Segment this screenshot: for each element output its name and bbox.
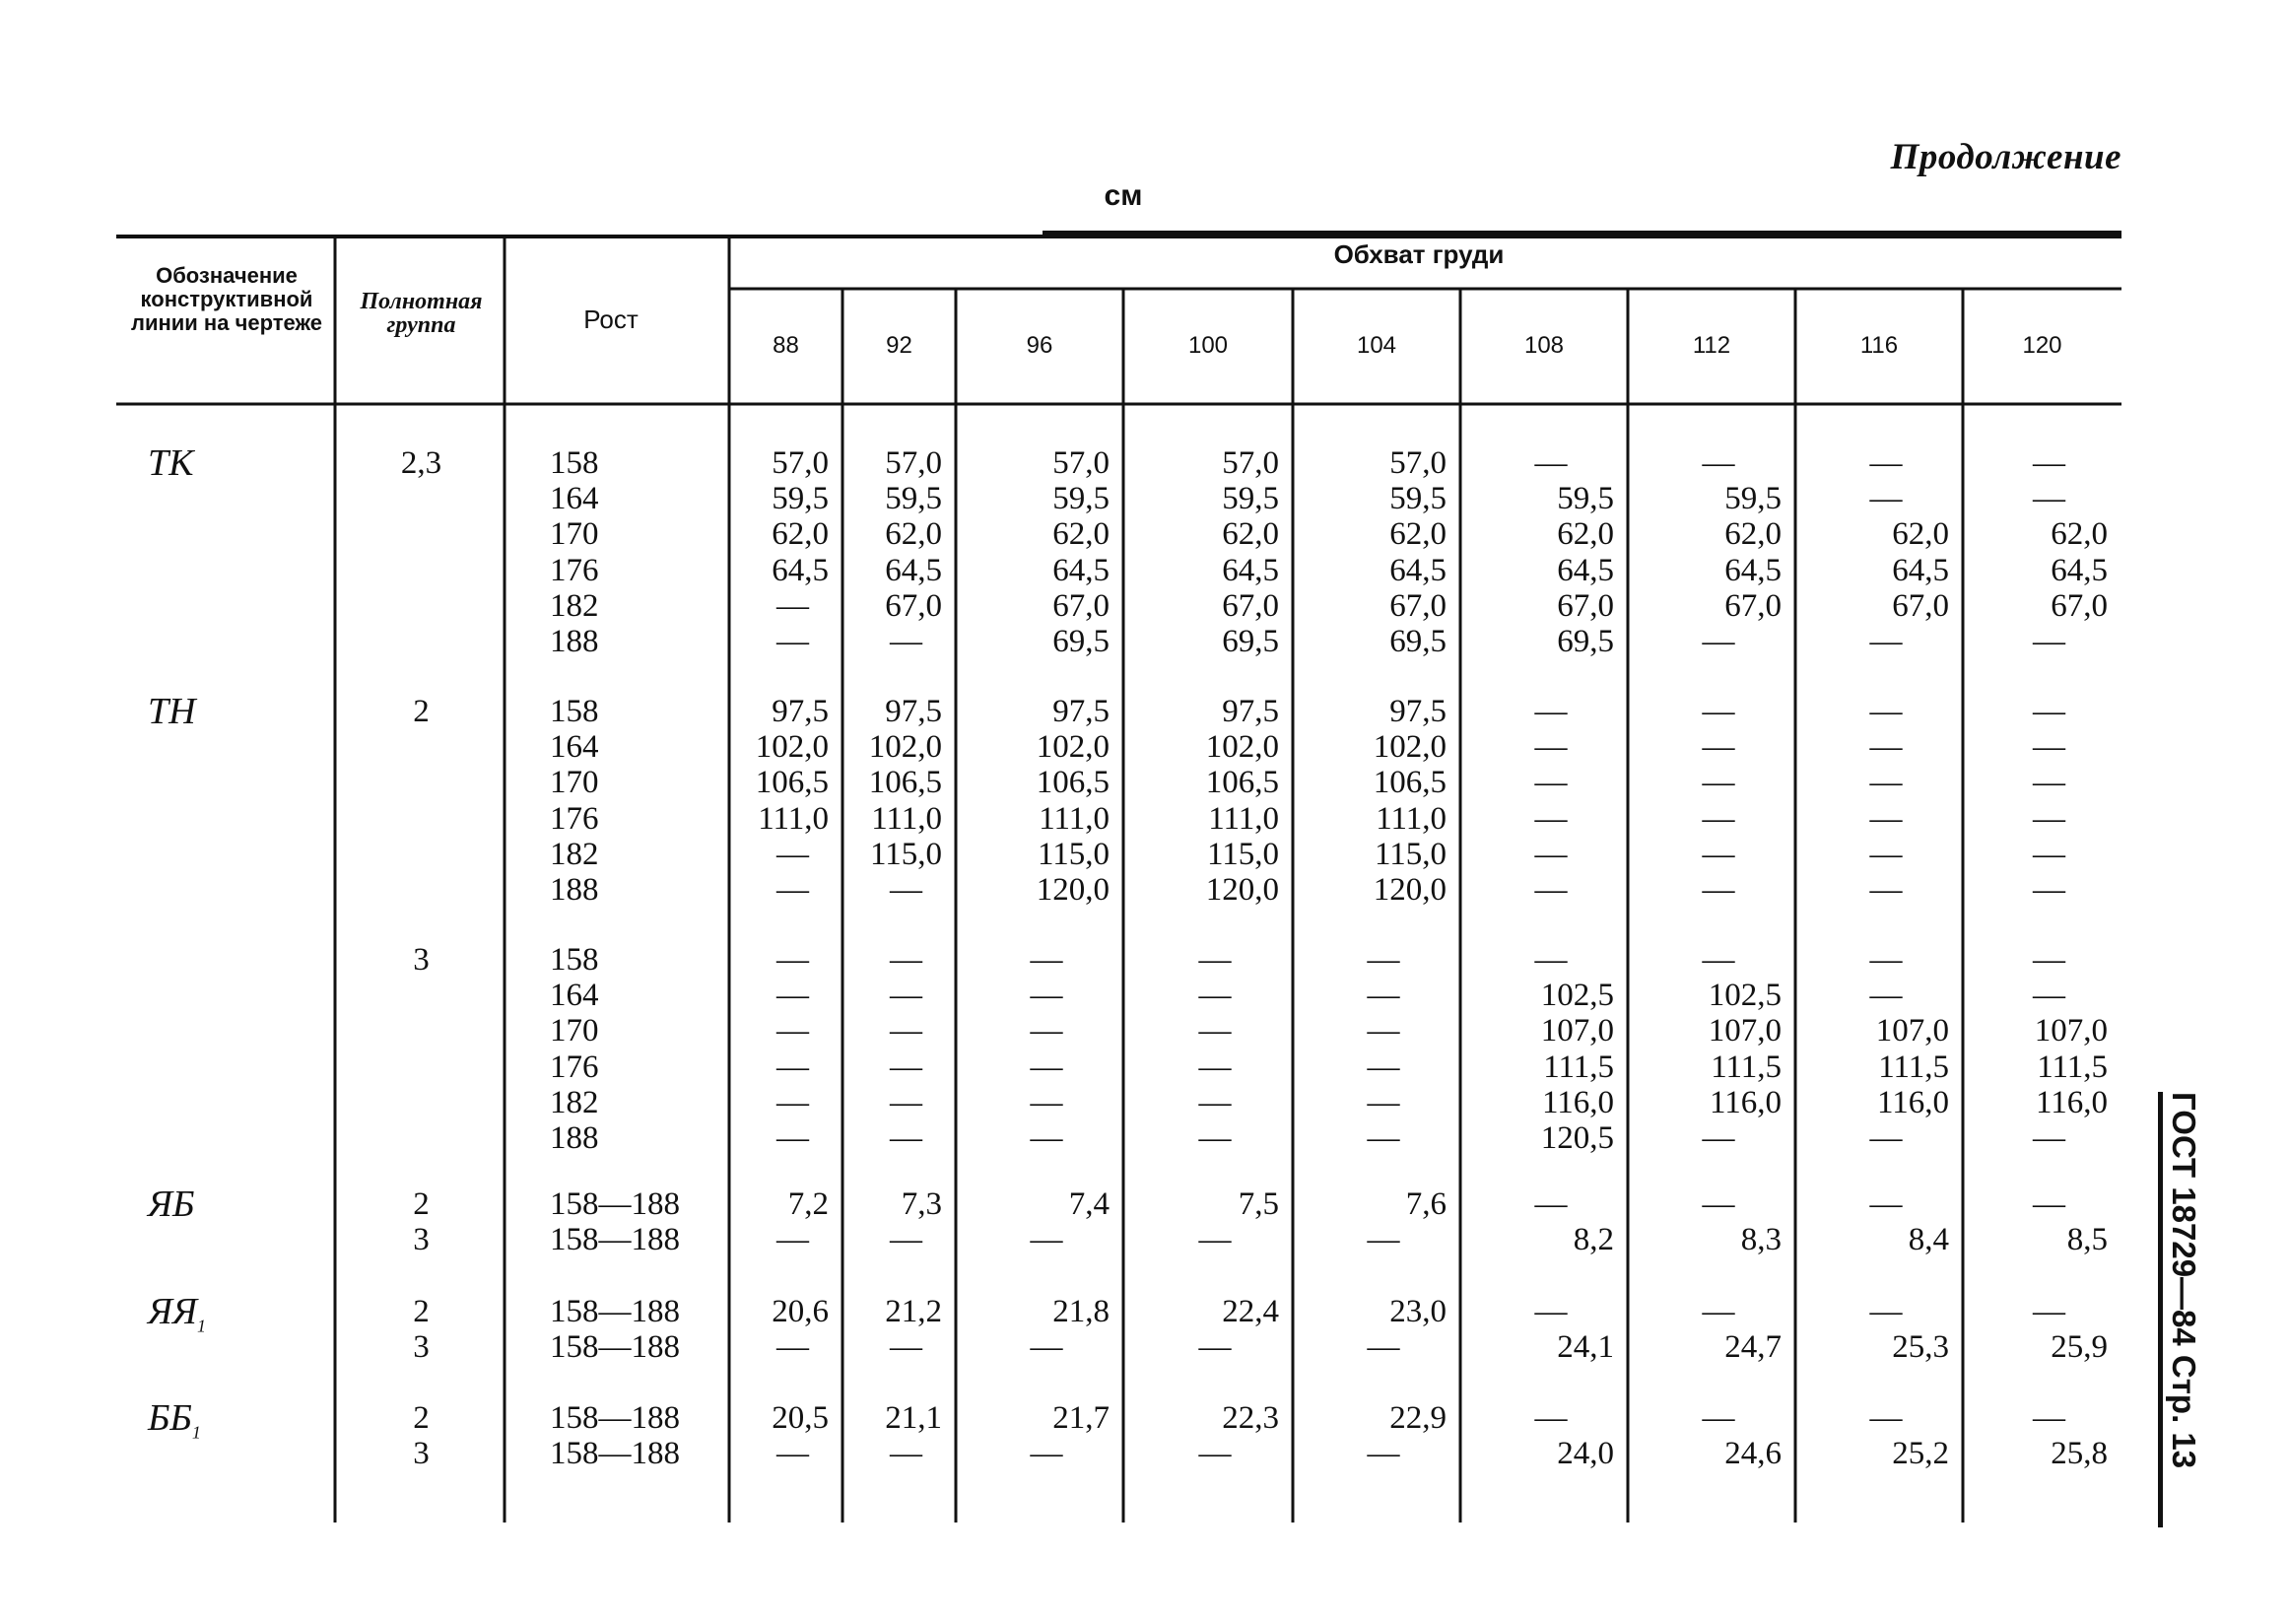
table-cell: — [776,587,809,624]
table-cell: — [1030,978,1063,1014]
table-cell: — [1869,481,1903,517]
table-cell: — [776,1222,809,1258]
table-cell: — [1869,1400,1903,1436]
table-cell: 69,5 [1389,624,1447,659]
table-cell: — [1534,1400,1568,1436]
table-cell: 8,4 [1908,1222,1949,1258]
row-group: 2 [413,694,430,729]
table-cell: 107,0 [1875,1013,1949,1049]
table-cell: 106,5 [868,765,942,801]
table-cell: — [776,1084,809,1120]
table-cell: 111,5 [1711,1049,1782,1085]
table-cell: — [1367,942,1400,978]
row-designation: $ЯЯ_1$ [148,1291,206,1336]
table-cell: 116,0 [1876,1084,1949,1120]
table-cell: — [1702,1186,1735,1222]
table-cell: 102,5 [1708,978,1782,1014]
table-cell: 62,0 [885,516,942,553]
table-cell: 8,2 [1573,1222,1614,1258]
table-cell: — [1702,1294,1735,1329]
row-group: 3 [413,1222,430,1258]
table-cell: — [1702,1400,1735,1436]
table-cell: — [1367,1084,1400,1120]
row-height: 182 [550,1084,599,1120]
table-cell: — [1869,1294,1903,1329]
table-cell: — [1367,1329,1400,1366]
table-cell: 24,7 [1724,1329,1782,1366]
table-cell: 102,0 [868,729,942,766]
table-cell: 7,4 [1068,1186,1110,1222]
designation-subscript: 1 [191,1422,201,1443]
table-cell: — [1702,872,1735,908]
row-height: 170 [550,765,599,801]
table-cell: — [1198,1436,1232,1472]
table-cell: 24,6 [1724,1436,1782,1472]
table-cell: — [890,1084,922,1120]
table-cell: 62,0 [1222,516,1279,553]
table-cell: 106,5 [1205,765,1279,801]
table-cell: — [1869,942,1903,978]
table-cell: 64,5 [2051,552,2108,588]
table-cell: — [1534,872,1568,908]
table-cell: — [1534,836,1568,872]
table-cell: 97,5 [772,694,829,729]
row-height: 176 [550,800,599,837]
table-cell: 62,0 [1389,516,1447,553]
table-cell: — [1030,1436,1063,1472]
table-cell: 120,0 [1036,872,1110,908]
table-cell: — [1198,1084,1232,1120]
table-cell: — [1534,942,1568,978]
table-cell: — [776,1049,809,1085]
table-cell: — [1869,1186,1903,1222]
table-cell: — [1534,729,1568,766]
row-height: 176 [550,552,599,588]
table-cell: — [1869,694,1903,729]
row-height: 158—188 [550,1400,680,1436]
table-cell: — [1198,942,1232,978]
table-cell: 115,0 [869,836,942,872]
table-cell: 120,0 [1205,872,1279,908]
row-height: 158 [550,445,599,481]
table-cell: 111,5 [1878,1049,1949,1085]
table-cell: — [1030,942,1063,978]
row-height: 158 [550,942,599,978]
table-cell: — [2033,765,2065,801]
table-cell: — [890,1013,922,1049]
table-cell: — [1702,836,1735,872]
table-cell: — [890,872,922,908]
table-cell: 62,0 [1052,516,1110,553]
table-cell: — [1702,800,1735,837]
table-cell: 64,5 [772,552,829,588]
row-height: 158 [550,694,599,729]
table-cell: — [890,978,922,1014]
table-cell: 64,5 [1557,552,1614,588]
table-cell: 64,5 [1724,552,1782,588]
table-cell: 59,5 [1052,481,1110,517]
table-cell: — [1367,1222,1400,1258]
table-cell: 25,8 [2051,1436,2108,1472]
row-height: 164 [550,978,599,1014]
table-cell: — [1534,1186,1568,1222]
table-cell: 67,0 [1052,587,1110,624]
table-cell: — [776,1120,809,1156]
row-height: 188 [550,872,599,908]
row-height: 182 [550,836,599,872]
table-cell: — [1030,1084,1063,1120]
table-cell: — [2033,1120,2065,1156]
table-cell: 59,5 [1389,481,1447,517]
chest-size-header: 96 [1026,332,1053,359]
table-cell: 102,0 [755,729,829,766]
table-cell: 21,8 [1052,1294,1110,1329]
table-cell: — [1869,872,1903,908]
table-cell: 97,5 [1222,694,1279,729]
table-cell: — [1534,445,1568,481]
table-cell: 111,0 [1208,800,1279,837]
table-cell: — [1869,1120,1903,1156]
table-cell: — [1030,1120,1063,1156]
row-height: 158—188 [550,1294,680,1329]
table-cell: 57,0 [885,445,942,481]
table-cell: — [1534,800,1568,837]
table-cell: — [1198,978,1232,1014]
table-cell: — [890,624,922,659]
row-group: 2 [413,1400,430,1436]
table-cell: — [1534,765,1568,801]
table-cell: 62,0 [2051,516,2108,553]
table-cell: — [890,1436,922,1472]
table-cell: — [1702,729,1735,766]
table-cell: 106,5 [755,765,829,801]
table-cell: 59,5 [1222,481,1279,517]
table-cell: 111,0 [1039,800,1110,837]
table-cell: — [1198,1049,1232,1085]
table-cell: — [2033,624,2065,659]
row-height: 182 [550,587,599,624]
table-cell: — [1702,694,1735,729]
table-cell: — [1198,1013,1232,1049]
table-cell: 25,3 [1892,1329,1949,1366]
table-cell: 24,0 [1557,1436,1614,1472]
table-cell: 69,5 [1052,624,1110,659]
table-cell: 97,5 [885,694,942,729]
table-cell: — [1534,1294,1568,1329]
row-group: 3 [413,1436,430,1472]
chest-size-header: 92 [886,332,912,359]
table-cell: — [890,942,922,978]
row-height: 158—188 [550,1186,680,1222]
table-cell: 111,0 [1376,800,1447,837]
table-cell: 67,0 [1724,587,1782,624]
header-chest: Обхват груди [1333,239,1505,269]
table-cell: 21,7 [1052,1400,1110,1436]
table-cell: 64,5 [1052,552,1110,588]
table-cell: — [2033,836,2065,872]
row-group: 2,3 [400,445,442,481]
table-cell: — [1367,1436,1400,1472]
table-cell: 67,0 [2051,587,2108,624]
table-cell: 106,5 [1373,765,1447,801]
table-cell: 62,0 [1557,516,1614,553]
table-cell: — [1869,729,1903,766]
table-cell: — [1869,836,1903,872]
row-height: 164 [550,729,599,766]
row-designation: ТН [148,691,196,732]
table-cell: 116,0 [2035,1084,2108,1120]
table-cell: 69,5 [1222,624,1279,659]
table-cell: — [1367,1013,1400,1049]
table-cell: — [776,624,809,659]
table-cell: — [1198,1329,1232,1366]
table-cell: 116,0 [1541,1084,1614,1120]
table-cell: — [1702,624,1735,659]
table-cell: — [776,942,809,978]
table-cell: 21,2 [885,1294,942,1329]
table-cell: — [1702,765,1735,801]
table-cell: — [2033,978,2065,1014]
table-cell: 115,0 [1374,836,1447,872]
table-cell: 64,5 [885,552,942,588]
table-cell: — [1702,942,1735,978]
table-cell: 67,0 [1557,587,1614,624]
table-cell: — [2033,729,2065,766]
chest-size-header: 88 [773,332,799,359]
table-cell: 62,0 [1724,516,1782,553]
table-cell: — [1198,1120,1232,1156]
table-cell: — [890,1222,922,1258]
table-cell: 25,9 [2051,1329,2108,1366]
table-cell: 7,6 [1405,1186,1447,1222]
continuation-label: Продолжение [1890,137,2121,177]
row-designation: ЯБ [148,1184,195,1225]
table-cell: — [2033,1186,2065,1222]
table-cell: 57,0 [1052,445,1110,481]
table-cell: 62,0 [1892,516,1949,553]
header-group: Полнотная группа [360,289,483,338]
table-cell: 64,5 [1222,552,1279,588]
chest-size-header: 108 [1523,332,1565,359]
table-cell: — [1030,1329,1063,1366]
row-height: 164 [550,481,599,517]
table-cell: 57,0 [1389,445,1447,481]
table-cell: 8,3 [1740,1222,1782,1258]
table-cell: — [1702,445,1735,481]
table-cell: 111,5 [1543,1049,1614,1085]
table-cell: 107,0 [1540,1013,1614,1049]
chest-size-header: 100 [1187,332,1229,359]
table-cell: 59,5 [1557,481,1614,517]
table-cell: 67,0 [1892,587,1949,624]
table-cell: 120,5 [1540,1120,1614,1156]
table-cell: 59,5 [1724,481,1782,517]
table-cell: — [1869,445,1903,481]
table-cell: — [1702,1120,1735,1156]
designation-subscript: 1 [196,1316,206,1336]
table-cell: — [1367,978,1400,1014]
table-cell: 111,5 [2037,1049,2108,1085]
table-cell: — [776,872,809,908]
table-cell: — [1030,1049,1063,1085]
table-cell: 25,2 [1892,1436,1949,1472]
table-cell: — [776,1436,809,1472]
table-cell: 22,9 [1389,1400,1447,1436]
row-height: 170 [550,516,599,553]
table-cell: 120,0 [1373,872,1447,908]
row-group: 3 [413,942,430,978]
table-cell: — [890,1049,922,1085]
row-height: 158—188 [550,1329,680,1366]
table-cell: — [776,836,809,872]
table-cell: — [890,1329,922,1366]
table-cell: 67,0 [1389,587,1447,624]
table-cell: — [1030,1222,1063,1258]
table-cell: 62,0 [772,516,829,553]
table-cell: 20,6 [772,1294,829,1329]
row-height: 188 [550,624,599,659]
table-cell: 7,3 [901,1186,942,1222]
table-cell: — [2033,872,2065,908]
table-cell: — [2033,1294,2065,1329]
header-designation: Обозначение конструктивной линии на чертеже [130,263,322,335]
unit-label: см [1104,179,1143,212]
table-cell: — [1367,1120,1400,1156]
table-cell: 7,5 [1238,1186,1279,1222]
table-cell: 21,1 [885,1400,942,1436]
table-cell: 107,0 [1708,1013,1782,1049]
table-cell: — [1030,1013,1063,1049]
table-cell: — [2033,1400,2065,1436]
table-cell: 106,5 [1036,765,1110,801]
row-designation: ТК [148,442,194,484]
table-cell: — [1869,978,1903,1014]
table-cell: 22,3 [1222,1400,1279,1436]
table-cell: — [2033,481,2065,517]
table-cell: 67,0 [1222,587,1279,624]
table-cell: 111,0 [758,800,829,837]
table-cell: 115,0 [1206,836,1279,872]
table-cell: 57,0 [1222,445,1279,481]
table-cell: 59,5 [772,481,829,517]
chest-size-header: 116 [1859,332,1899,359]
table-cell: 22,4 [1222,1294,1279,1329]
table-cell: 7,2 [787,1186,829,1222]
table-cell: 102,0 [1036,729,1110,766]
row-height: 158—188 [550,1222,680,1258]
table-cell: 111,0 [871,800,942,837]
table-cell: — [776,1329,809,1366]
table-cell: 97,5 [1052,694,1110,729]
table-cell: — [1367,1049,1400,1085]
table-cell: — [890,1120,922,1156]
table-cell: — [776,1013,809,1049]
table-cell: — [1534,694,1568,729]
table-cell: 23,0 [1389,1294,1447,1329]
table-cell: 20,5 [772,1400,829,1436]
table-cell: — [2033,800,2065,837]
table-cell: — [2033,445,2065,481]
table-cell: 102,0 [1205,729,1279,766]
table-cell: — [1869,765,1903,801]
row-height: 158—188 [550,1436,680,1472]
row-height: 170 [550,1013,599,1049]
chest-size-header: 120 [2022,332,2062,359]
table-cell: — [776,978,809,1014]
table-cell: 59,5 [885,481,942,517]
table-cell: 8,5 [2066,1222,2108,1258]
table-cell: 102,0 [1373,729,1447,766]
table-cell: — [1198,1222,1232,1258]
row-group: 3 [413,1329,430,1366]
row-group: 2 [413,1186,430,1222]
table-cell: — [1869,800,1903,837]
table-cell: 67,0 [885,587,942,624]
side-title-text: ГОСТ 18729—84 Стр. 13 [2166,1092,2202,1469]
table-cell: 116,0 [1709,1084,1782,1120]
chest-size-header: 112 [1692,332,1731,359]
table-cell: 97,5 [1389,694,1447,729]
row-designation: $ББ_1$ [148,1397,201,1443]
table-cell: — [1869,624,1903,659]
table-cell: 115,0 [1037,836,1110,872]
table-cell: 102,5 [1540,978,1614,1014]
table-cell: — [2033,942,2065,978]
table-cell: — [2033,694,2065,729]
row-group: 2 [413,1294,430,1329]
chest-size-header: 104 [1356,332,1397,359]
header-height: Рост [583,304,639,334]
row-height: 176 [550,1049,599,1085]
table-cell: 64,5 [1892,552,1949,588]
table-cell: 64,5 [1389,552,1447,588]
table-cell: 24,1 [1557,1329,1614,1366]
row-height: 188 [550,1120,599,1156]
table-cell: 57,0 [772,445,829,481]
table-cell: 107,0 [2034,1013,2108,1049]
table-cell: 69,5 [1557,624,1614,659]
